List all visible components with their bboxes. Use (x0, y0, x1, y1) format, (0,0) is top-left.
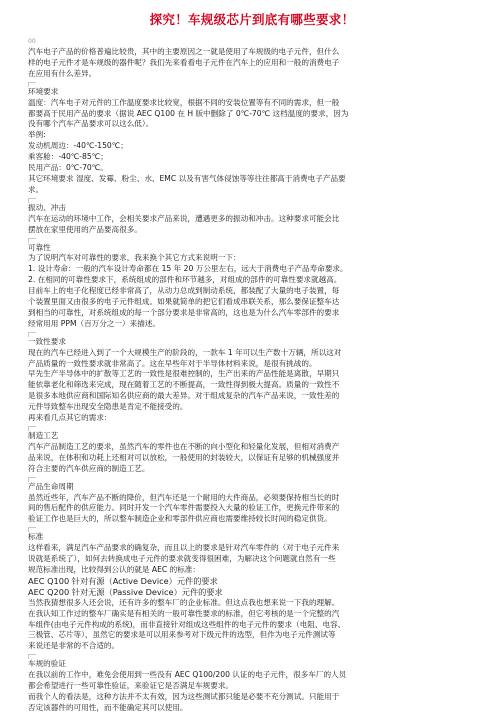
body-line: 品来说，在体积和功耗上还相对可以放松，一般使用的封装较大，以保证有足够的机械强度并 (28, 452, 340, 462)
body-line: 说就是系统了），如何去转换成电子元件的要求就变得很困难，为解决这个问题就自然有一些 (28, 554, 336, 564)
body-line: 乘客舱：-40℃-85℃； (28, 152, 108, 162)
body-line: 为了说明汽车对可靠性的要求，我来换个其它方式来说明一下： (28, 253, 241, 263)
body-line: 这样看来，满足汽车产品要求的确复杂，而且以上的要求是针对汽车零件的（对于电子元件来 (28, 543, 340, 553)
section-heading: 环境要求 (28, 86, 59, 96)
body-line: 发动机周边：-40℃-150℃； (28, 141, 128, 151)
body-line: 个装置里面又由很多的电子元件组成。如果就简单的把它们看成串联关系，那么要保证整车达 (28, 297, 340, 307)
section-heading: 可靠性 (28, 242, 51, 252)
body-line: 目前车上的电子化程度已经非常高了，从动力总成到制动系统，都装配了大量的电子装置，每 (28, 286, 340, 296)
body-line: 摆放在家里使用的产品要高很多。 (28, 224, 142, 234)
body-line: 没有哪个汽车产品要求可以这么低）。 (28, 119, 154, 129)
intro-marker: 00 (28, 38, 36, 45)
body-line: 三极管、芯片等），虽然它的要求是可以用来参考对下级元件的选型，但作为电子元件测试等 (28, 630, 336, 640)
body-line: 而我个人的看法是，这种方法并不太有效，因为这些测试都只能是必要不充分测试。只能用于 (28, 691, 340, 701)
body-line: 汽车产品制造工艺的要求，虽然汽车的零件也在不断的向小型化和轻量化发展，但相对消费产 (28, 441, 340, 451)
section-heading: 一致性要求 (28, 336, 66, 346)
body-line: 来说还是非常的不合适的。 (28, 641, 120, 651)
body-line: 间的售后配件的供应能力。同时开发一个汽车零件需要投入大量的验证工作，更换元件带来的 (28, 503, 340, 513)
body-line: 其它环境要求 湿度、发霉、粉尘、水、EMC 以及有害气体侵蚀等等往往都高于消费电子产品要 (28, 173, 346, 183)
section-heading: 标准 (28, 532, 44, 542)
section-heading: 车规的验证 (28, 659, 66, 669)
body-line: 汽车电子产品的价格普遍比较贵，其中的主要原因之一就是使用了车规级的电子元件，但什么 (28, 47, 340, 56)
body-line: 都会希望进行一些可靠性验证，来验证它是否满足车规要求。 (28, 681, 234, 691)
body-line: AEC Q200 针对无源（Passive Device）元件的要求 (28, 586, 223, 597)
body-line: AEC Q100 针对有源（Active Device）元件的要求 (28, 575, 218, 586)
section-heading: 振动、冲击 (28, 202, 66, 212)
article-title: 探究！车规级芯片到底有哪些要求！ (149, 12, 355, 27)
body-line: 经常用用 PPM（百万分之一）来描述。 (28, 318, 161, 328)
body-line: 虽然近些年，汽车产品不断的降价，但汽车还是一个耐用的大件商品，必须要保持相当长的时 (28, 492, 340, 502)
section-heading: 产品生命周期 (28, 481, 74, 491)
body-line: 汽车在运动的环境中工作，会相关要求产品来说，遭遇更多的振动和冲击。这种要求可能会比 (28, 213, 340, 223)
body-line: 在我以前的工作中，难免会使用到一些没有 AEC Q100/200 认证的电子元件，很多车厂的人员 (28, 670, 347, 680)
body-line: 2. 在相同的可靠性要求下，系统组成的部件和环节越多，对组成的部件的可靠性要求就越高。 (28, 275, 342, 285)
body-line: 民用产品：0℃-70℃。 (28, 163, 108, 173)
body-line: 元件导致整车出现安全隐患是肯定不能接受的。 (28, 402, 188, 412)
body-line: 举例: (28, 130, 46, 140)
article-body (28, 36, 476, 714)
body-line: 都要高于民用产品的要求（据说 AEC Q100 在 H 版中删除了 0℃-70℃ 这档温度的要求，因为 (28, 108, 349, 118)
body-line: 求。 (28, 184, 44, 194)
body-line: 在应用有什么差异。 (28, 68, 97, 78)
section-heading: 制造工艺 (28, 431, 59, 440)
body-line: 能依靠老化和筛选来完成，现在随着工艺的不断提高，一致性得到极大提高。质量的一致性不 (28, 380, 340, 390)
body-line: 否定该器件的可用性，而不能确定其可以使用。 (28, 702, 188, 712)
body-line: 验证工作也是巨大的，所以整车制造企业和零部件供应商也需要维持较长时间的稳定供货。 (28, 514, 332, 524)
body-line: 在我认知工作过的整车厂确实是有相关的一般可靠性要求的标准，但它考核的是一个完整的汽 (28, 608, 340, 618)
body-line: 1. 设计寿命：一般的汽车设计寿命都在 15 年 20 万公里左右，远大于消费电子产品寿命要求。 (28, 264, 348, 274)
body-line: 符合主要的汽车供应商的制造工艺。 (28, 463, 150, 473)
body-line: 是很多本地供应商和国际知名供应商的最大差异。对于组成复杂的汽车产品来说，一致性差的 (28, 391, 340, 401)
body-line: 当然我猜想很多人还会说，还有许多的整车厂的企业标准。但这点我也想来说一下我的理解。 (28, 597, 340, 607)
body-line: 产品质量的一致性要求就非常高了。这在早些年对于半导体材料来说，是很有挑战的。 (28, 358, 317, 368)
body-line: 样的电子元件才是车规级的器件呢？我们先来看看电子元件在汽车上的应用和一般的消费电子 (28, 57, 340, 67)
body-line: 温度：汽车电子对元件的工作温度要求比较宽，根据不同的安装位置等有不同的需求，但一般 (28, 97, 340, 107)
body-line: 再来看几点其它的需求： (28, 413, 112, 423)
body-line: 规范标准出现，比较得到公认的就是 AEC 的标准： (28, 564, 200, 574)
body-line: 车组件(由电子元件构成的系统)，而非直接针对组成这些组件的电子元件的要求（电阻、电容、 (28, 619, 346, 629)
body-line: 到相当的可靠性，对系统组成的每一个部分要求是非常高的，这也是为什么汽车零部件的要求 (28, 307, 340, 317)
body-line: 现在的汽车已经进入到了一个大规模生产的阶段的，一款车 1 年可以生产数十万辆，所以这对 (28, 347, 342, 357)
body-line: 早先生产半导体中的扩散等工艺的一致性是很难控制的，生产出来的产品性能是离散，早期只 (28, 369, 340, 379)
